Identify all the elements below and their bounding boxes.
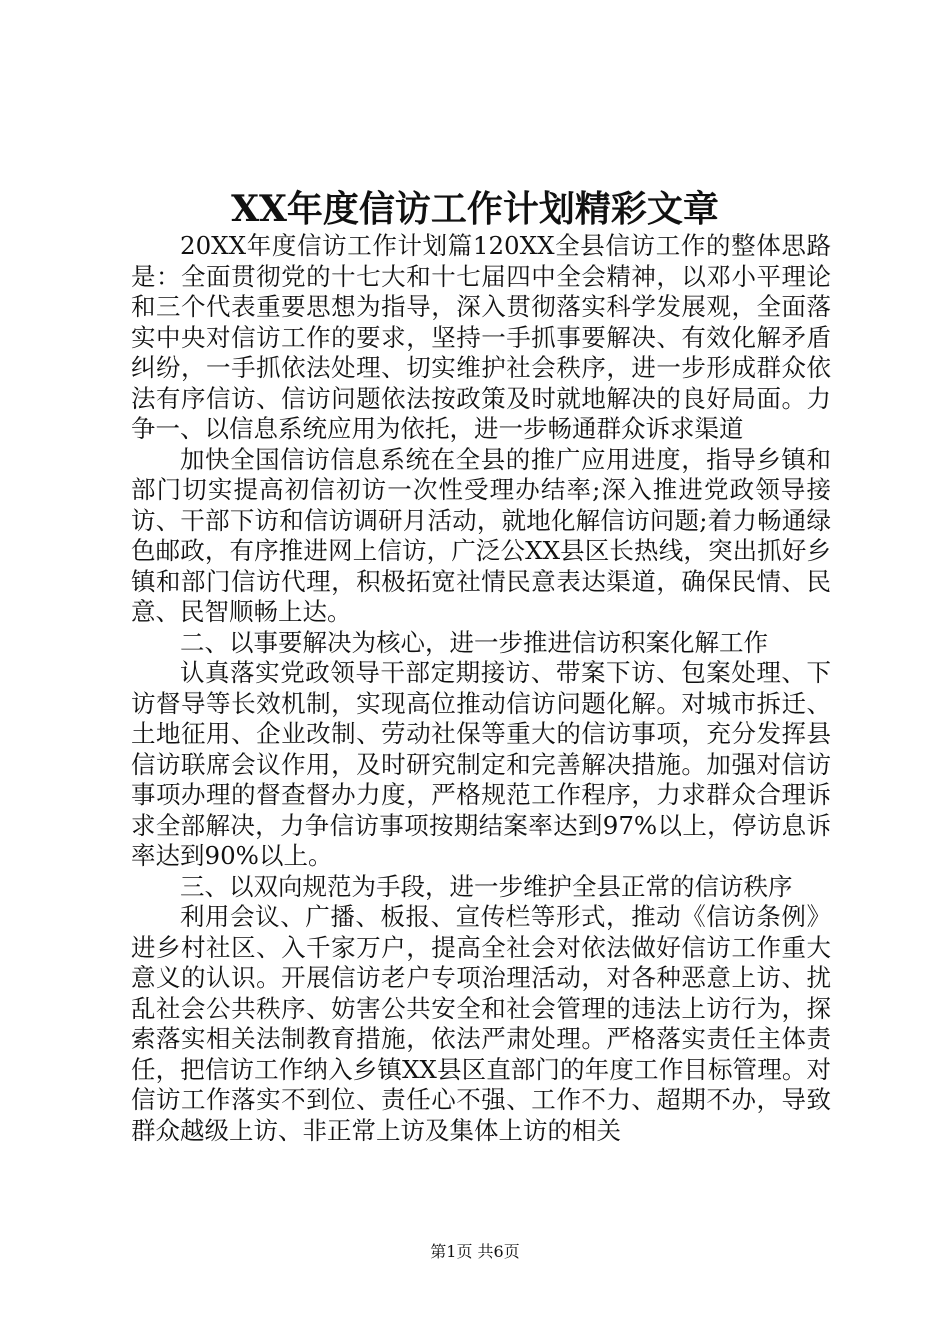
section-heading: 三、以双向规范为手段，进一步维护全县正常的信访秩序 [180, 871, 793, 901]
page-number-footer: 第1页 共6页 [430, 1242, 520, 1261]
paragraph: 加快全国信访信息系统在全县的推广应用进度，指导乡镇和部门切实提高初信初访一次性受理办结率;深入推进党政领导接访、干部下访和信访调研月活动，就地化解信访问题;着力畅通绿色邮政，有序推进网上信访，广泛公XX县区长热线，突出抓好乡镇和部门信访代理，积极拓宽社情民意表达渠道，确保民情、民意、民智顺畅上达。 [131, 444, 831, 626]
section-heading: 二、以事要解决为核心，进一步推进信访积案化解工作 [180, 627, 768, 657]
paragraph: 利用会议、广播、板报、宣传栏等形式，推动《信访条例》进乡村社区、入千家万户，提高全社会对依法做好信访工作重大意义的认识。开展信访老户专项治理活动，对各种恶意上访、扰乱社会公共秩序、妨害公共安全和社会管理的违法上访行为，探索落实相关法制教育措施，依法严肃处理。严格落实责任主体责任，把信访工作纳入乡镇XX县区直部门的年度工作目标管理。对信访工作落实不到位、责任心不强、工作不力、超期不办，导致群众越级上访、非正常上访及集体上访的相关 [131, 902, 831, 1145]
paragraph: 认真落实党政领导干部定期接访、带案下访、包案处理、下访督导等长效机制，实现高位推动信访问题化解。对城市拆迁、土地征用、企业改制、劳动社保等重大的信访事项，充分发挥县信访联席会议作用，及时研究制定和完善解决措施。加强对信访事项办理的督查督办力度，严格规范工作程序，力求群众合理诉求全部解决，力争信访事项按期结案率达到97%以上，停访息诉率达到90%以上。 [131, 658, 831, 870]
paragraph: 20XX年度信访工作计划篇120XX全县信访工作的整体思路是：全面贯彻党的十七大和十七届四中全会精神，以邓小平理论和三个代表重要思想为指导，深入贯彻落实科学发展观，全面落实中央对信访工作的要求，坚持一手抓事要解决、有效化解矛盾纠纷，一手抓依法处理、切实维护社会秩序，进一步形成群众依法有序信访、信访问题依法按政策及时就地解决的良好局面。力争一、以信息系统应用为依托，进一步畅通群众诉求渠道 [131, 231, 831, 443]
document-title: XX年度信访工作计划精彩文章 [231, 188, 719, 230]
document-body [131, 231, 831, 1146]
